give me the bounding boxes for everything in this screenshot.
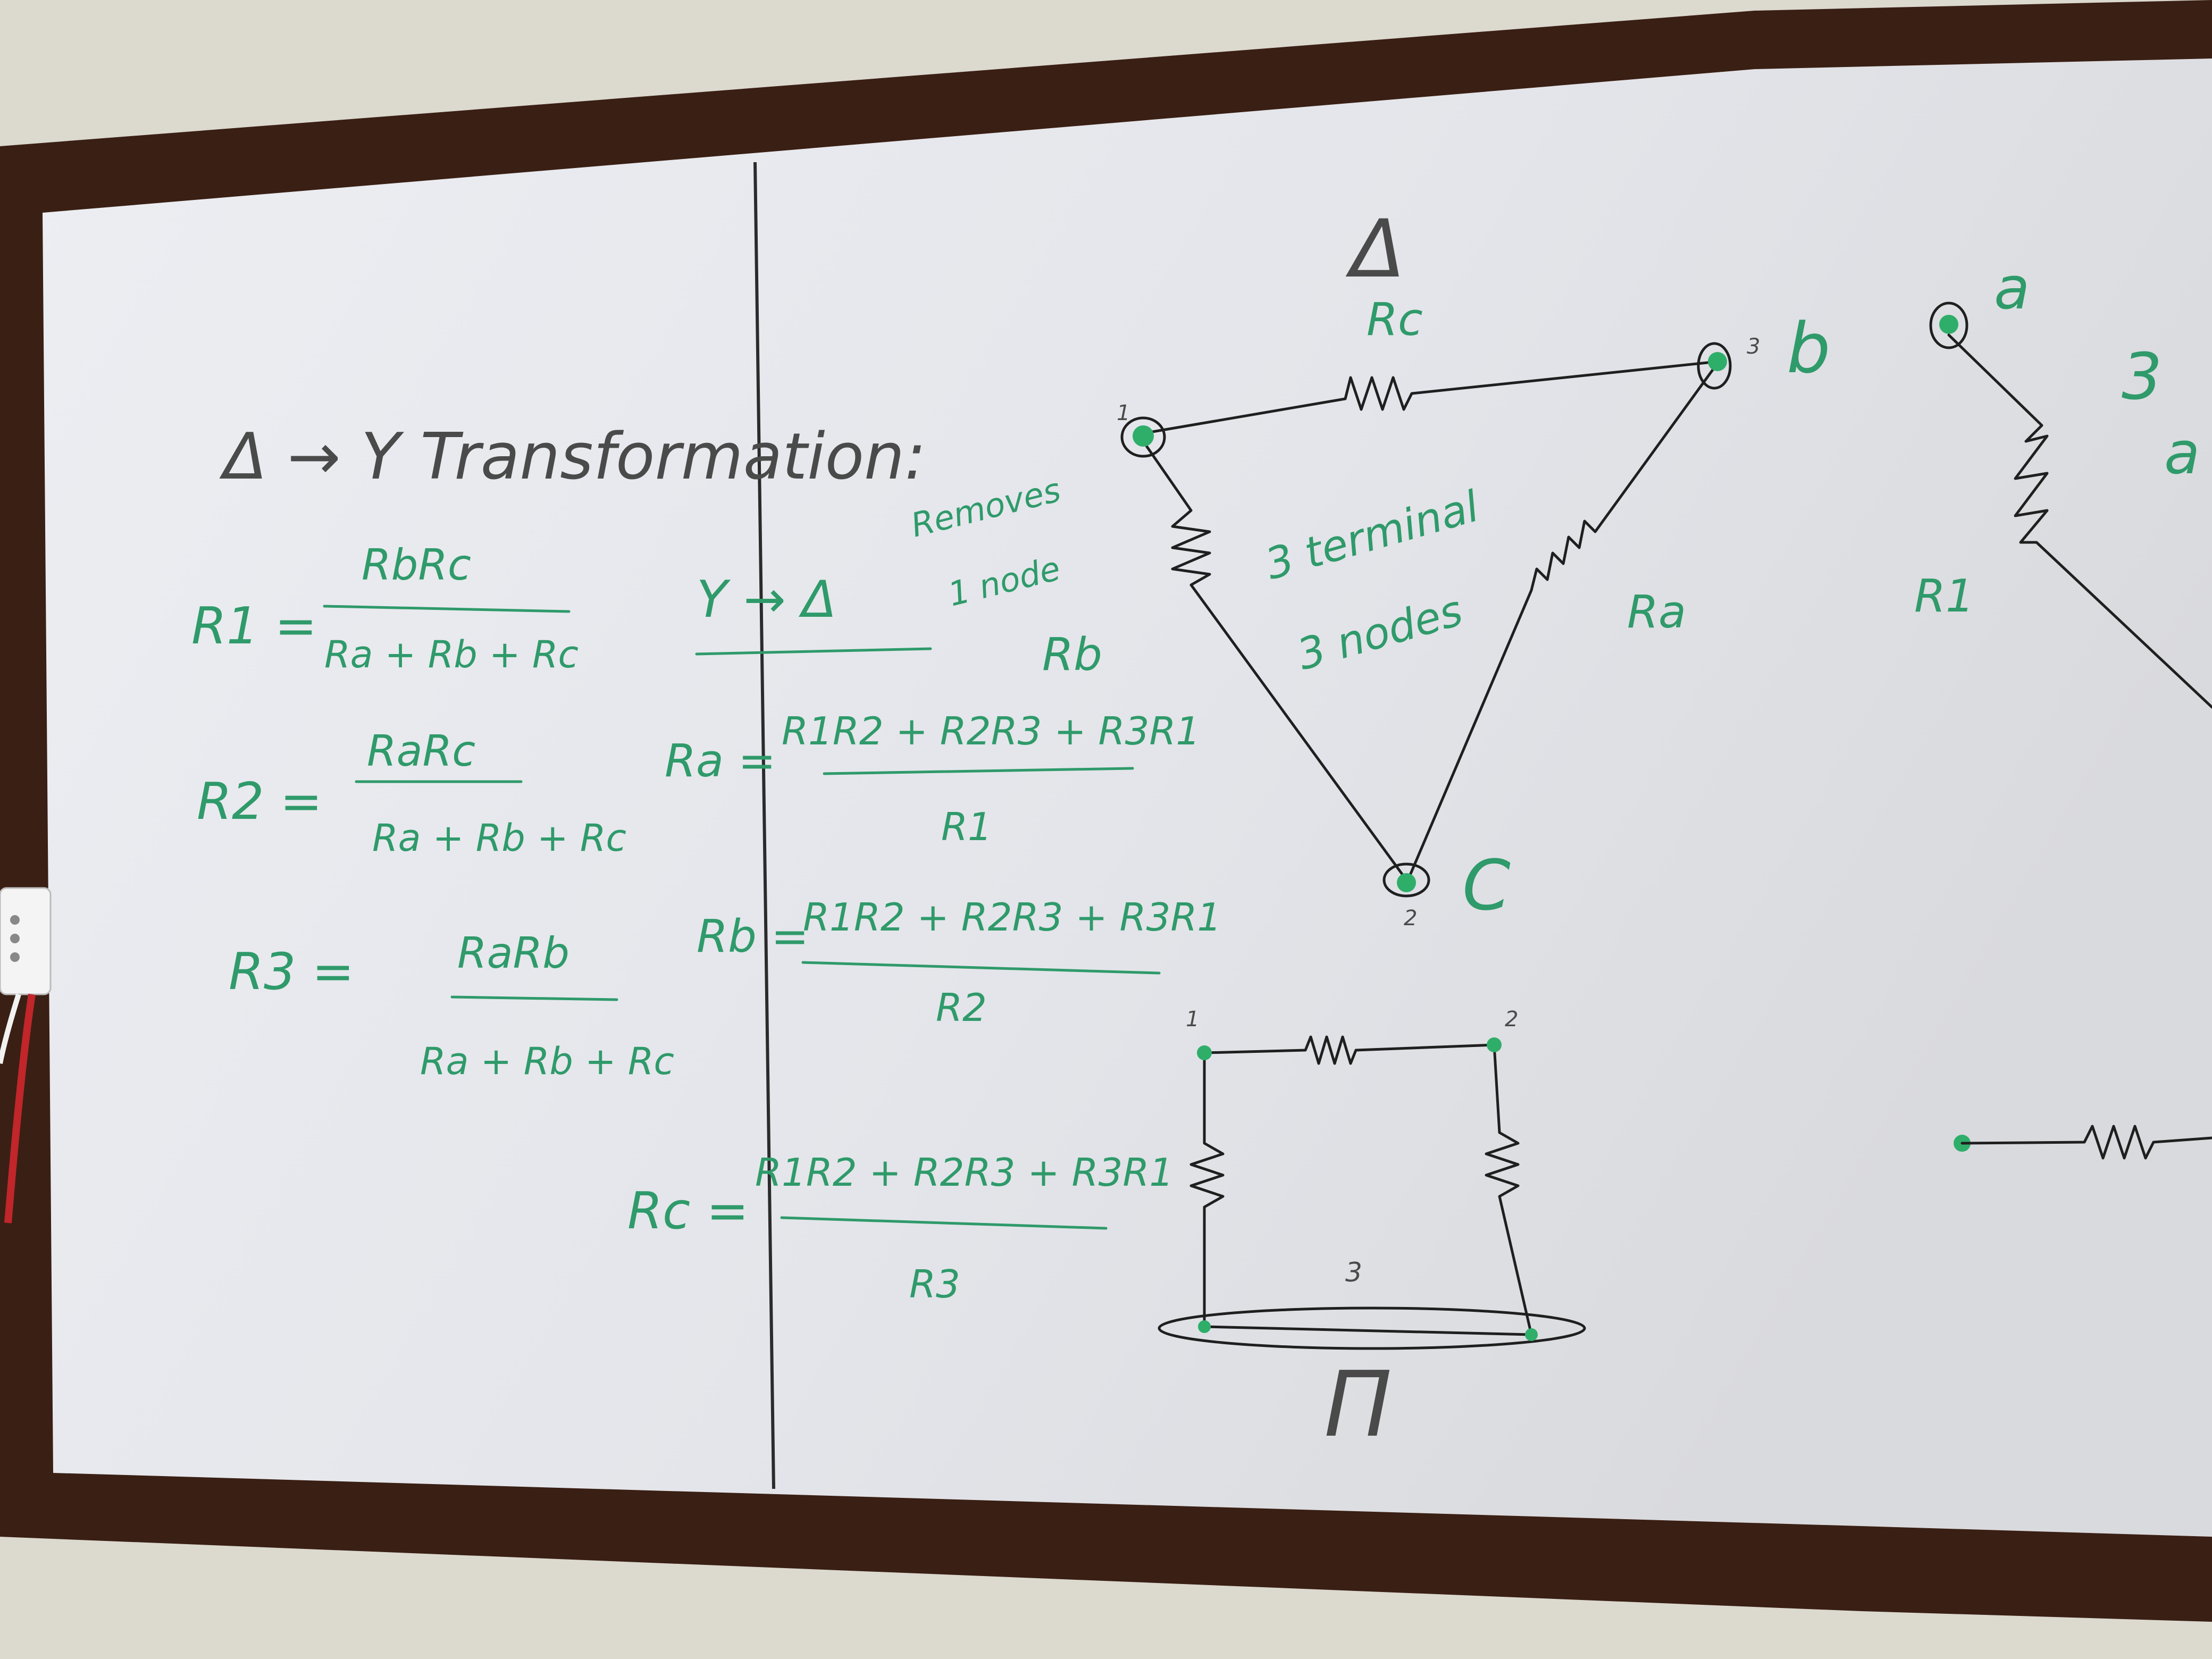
node-num-3: 3: [1747, 334, 1761, 359]
node-c: [1397, 873, 1416, 892]
r2-numerator: RaRc: [367, 726, 476, 776]
three-nodes-note: 3 nodes: [1292, 585, 1468, 680]
r1-denominator: Ra + Rb + Rc: [324, 633, 579, 676]
three-terminal-note: 3 terminal: [1260, 481, 1485, 590]
right-node-a-letter: a: [1994, 254, 2030, 322]
r3-denominator: Ra + Rb + Rc: [420, 1040, 675, 1083]
square-node-3b: [1525, 1328, 1538, 1341]
rc-label: Rc =: [627, 1182, 749, 1241]
y-to-delta-heading: Y → Δ: [697, 571, 837, 629]
ra-denominator: R1: [941, 805, 992, 849]
r3-numerator: RaRb: [457, 928, 569, 978]
node-b-letter: b: [1787, 308, 1831, 389]
node-num-2: 2: [1404, 906, 1418, 931]
one-node-note: 1 node: [944, 548, 1065, 614]
r2-label: R2 =: [197, 773, 323, 831]
ra-label: Ra =: [665, 735, 776, 787]
square-label-2: 2: [1505, 1007, 1519, 1032]
right-three: 3: [2122, 340, 2163, 414]
wall-socket: [0, 888, 51, 994]
removes-note: Removes: [907, 470, 1065, 545]
rc-denominator: R3: [909, 1262, 960, 1306]
right-a-second: a: [2164, 419, 2200, 487]
title-text: Δ → Y Transformation:: [223, 420, 926, 494]
square-node-3a: [1198, 1320, 1211, 1333]
socket-hole: [10, 952, 20, 962]
pi-symbol: Π: [1324, 1352, 1392, 1457]
ra-resistor-label: Ra: [1627, 586, 1687, 639]
rc-numerator: R1R2 + R2R3 + R3R1: [755, 1150, 1174, 1195]
node-1: [1133, 425, 1154, 447]
rb-numerator: R1R2 + R2R3 + R3R1: [803, 895, 1222, 940]
rb-label: Rb =: [697, 910, 809, 963]
node-num-1: 1: [1117, 401, 1130, 425]
square-label-1: 1: [1186, 1007, 1200, 1032]
r1-numerator: RbRc: [362, 540, 471, 590]
right-node-a: [1939, 315, 1958, 334]
r3-label: R3 =: [229, 943, 355, 1001]
square-label-3: 3: [1345, 1257, 1362, 1288]
square-node-2: [1487, 1037, 1502, 1052]
ra-numerator: R1R2 + R2R3 + R3R1: [782, 709, 1201, 753]
socket-hole: [10, 915, 20, 925]
r1-label: R1 =: [191, 597, 317, 656]
rb-denominator: R2: [936, 985, 987, 1030]
square-node-1: [1197, 1045, 1212, 1060]
r2-denominator: Ra + Rb + Rc: [372, 816, 627, 860]
right-r1-label: R1: [1914, 570, 1975, 623]
node-b: [1708, 352, 1727, 371]
board-surface: [43, 58, 2212, 1537]
delta-symbol: Δ: [1351, 203, 1405, 296]
socket-hole: [10, 934, 20, 943]
node-c-letter: C: [1462, 845, 1511, 926]
rc-resistor-label: Rc: [1367, 294, 1423, 346]
rb-resistor-label: Rb: [1042, 629, 1103, 681]
